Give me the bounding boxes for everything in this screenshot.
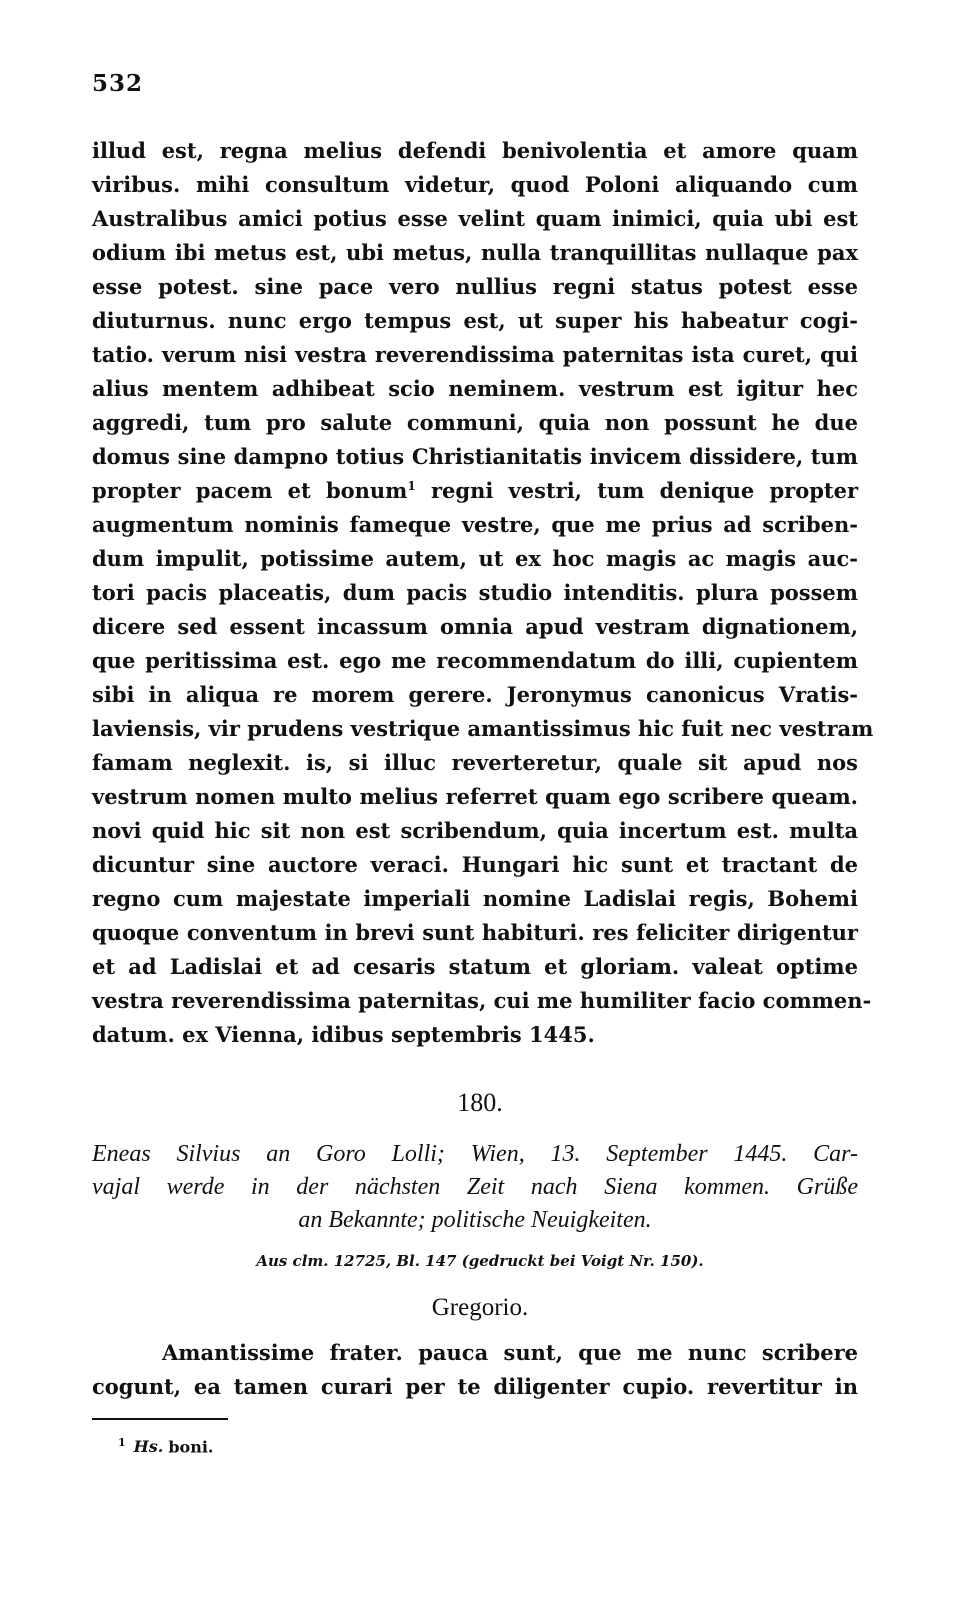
summary-line: Eneas Silvius an Goro Lolli; Wien, 13. September 1445. Car- [92, 1141, 858, 1167]
body-line: dicere sed essent incassum omnia apud vestram dignationem, [92, 614, 858, 639]
letter-180-body [92, 1336, 858, 1404]
salutation: Gregorio. [431, 1294, 529, 1321]
body-line: sibi in aliqua re morem gerere. Jeronymus canonicus Vratis- [92, 682, 858, 707]
body-line-part: propter pacem et bonum [92, 478, 408, 503]
letter-line: Amantissime frater. pauca sunt, que me nunc scribere [162, 1340, 858, 1365]
body-line: tori pacis placeatis, dum pacis studio intenditis. plura possem [92, 580, 858, 605]
letter-summary [92, 1138, 858, 1237]
summary-line: an Bekannte; politische Neuigkeiten. [298, 1207, 652, 1233]
footnote-divider [92, 1418, 228, 1420]
source-note: Aus clm. 12725, Bl. 147 (gedruckt bei Voigt Nr. 150). [256, 1252, 704, 1270]
body-line-with-footnote-ref [92, 474, 858, 508]
body-line: famam neglexit. is, si illuc reverteretur, quale sit apud nos [92, 750, 858, 775]
body-line: dum impulit, potissime autem, ut ex hoc magis ac magis auc- [92, 546, 858, 571]
body-line: tatio. verum nisi vestra reverendissima paternitas ista curet, qui [92, 342, 858, 367]
footnote-text: boni. [168, 1437, 214, 1457]
body-line: novi quid hic sit non est scribendum, quia incertum est. multa [92, 818, 858, 843]
body-line: esse potest. sine pace vero nullius regni status potest esse [92, 274, 858, 299]
letter-179-body [92, 134, 874, 1052]
body-line: vestrum nomen multo melius referret quam ego scribere queam. [92, 784, 858, 809]
body-line: quoque conventum in brevi sunt habituri. res feliciter dirigentur [92, 920, 858, 945]
footnote-abbreviation: Hs. [133, 1437, 164, 1457]
body-line: odium ibi metus est, ubi metus, nulla tranquillitas nullaque pax [92, 240, 858, 265]
body-line: regno cum majestate imperiali nomine Ladislai regis, Bohemi [92, 886, 858, 911]
letter-number-heading: 180. [457, 1088, 503, 1117]
page-number: 532 [92, 70, 144, 97]
footnote-reference: 1 [407, 479, 416, 493]
footnote [118, 1436, 214, 1456]
body-line: aggredi, tum pro salute communi, quia non possunt he due [92, 410, 858, 435]
body-line: dicuntur sine auctore veraci. Hungari hic sunt et tractant de [92, 852, 858, 877]
body-line: datum. ex Vienna, idibus septembris 1445. [92, 1022, 595, 1047]
body-line: viribus. mihi consultum videtur, quod Poloni aliquando cum [92, 172, 858, 197]
body-line-part: regni vestri, tum denique propter [430, 478, 859, 503]
letter-line: cogunt, ea tamen curari per te diligenter cupio. revertitur in [92, 1374, 858, 1399]
body-line: que peritissima est. ego me recommendatum do illi, cupientem [92, 648, 858, 673]
body-line: augmentum nominis fameque vestre, que me prius ad scriben- [92, 512, 858, 537]
body-line: vestra reverendissima paternitas, cui me humiliter facio commen- [92, 988, 872, 1013]
body-line: domus sine dampno totius Christianitatis invicem dissidere, tum [92, 444, 858, 469]
body-line: et ad Ladislai et ad cesaris statum et gloriam. valeat optime [92, 954, 858, 979]
footnote-mark: 1 [118, 1436, 126, 1449]
body-line: diuturnus. nunc ergo tempus est, ut super his habeatur cogi- [92, 308, 858, 333]
body-line: Australibus amici potius esse velint quam inimici, quia ubi est [92, 206, 858, 231]
body-line: laviensis, vir prudens vestrique amantissimus hic fuit nec vestram [92, 716, 874, 741]
body-line: illud est, regna melius defendi benivolentia et amore quam [92, 138, 858, 163]
body-line: alius mentem adhibeat scio neminem. vestrum est igitur hec [92, 376, 858, 401]
summary-line: vajal werde in der nächsten Zeit nach Siena kommen. Grüße [92, 1174, 858, 1200]
